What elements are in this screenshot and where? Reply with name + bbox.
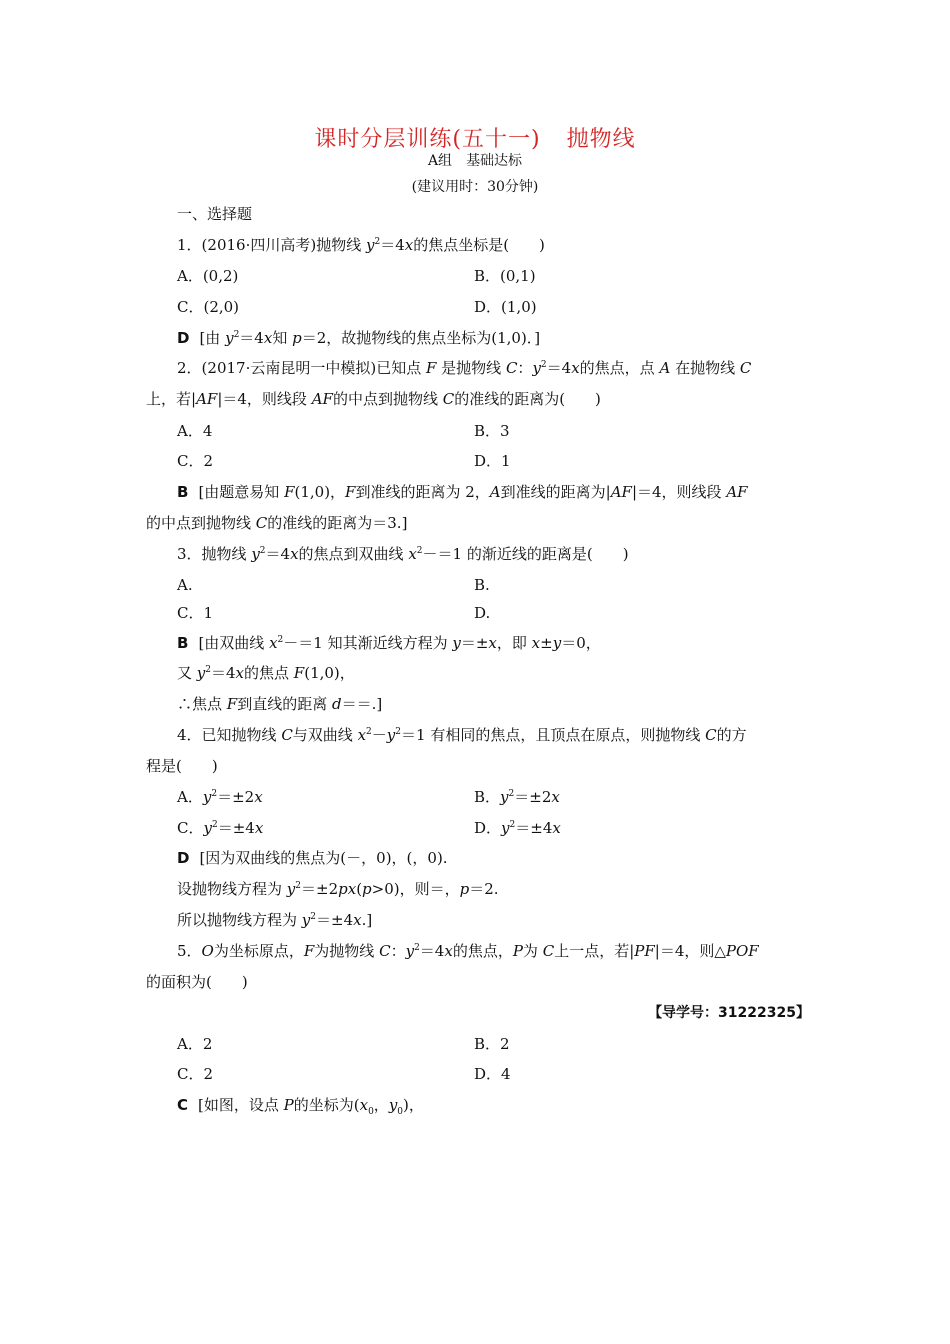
q2-option-a: A．4 (177, 422, 213, 440)
q2-option-b: B．3 (474, 422, 510, 440)
q2-solution-line-1: B [由题意易知 F(1,0)，F到准线的距离为 2，A到准线的距离为|AF|＝4，则线段 AF (177, 483, 748, 501)
group-label: A组 (427, 153, 453, 169)
q2-option-c: C．2 (177, 452, 214, 470)
q1-option-b: B．(0,1) (474, 267, 536, 285)
q3-option-a: A. (177, 576, 193, 594)
question-2-stem-line-1: 2．(2017·云南昆明一中模拟)已知点 F 是抛物线 C：$y^2=4x$的焦点，点 A 在抛物线 C (177, 359, 752, 377)
question-5-stem-line-1: 5．O为坐标原点，F为抛物线 C：$y^2=4x$的焦点，P为 C上一点，若|PF|＝4，则△POF (177, 942, 759, 960)
question-3-stem: 3．抛物线 $y^2=4x$的焦点到双曲线 $x^2-=1$ 的渐近线的距离是( ) (177, 545, 629, 563)
q3-solution-line-1: B [由双曲线 $x^2-=1$ 知其渐近线方程为 y＝±x，即 x±y＝0， (177, 634, 601, 652)
q3-solution-line-3: ∴焦点 F到直线的距离 d＝＝.] (177, 695, 383, 713)
title-sub: 抛物线 (566, 127, 636, 152)
q5-solution: C [如图，设点 P的坐标为($x_0$，$y_0$)， (177, 1096, 424, 1117)
q2-option-d: D．1 (474, 452, 511, 470)
q2-answer: B (177, 483, 189, 501)
question-2-stem-line-2: 上，若|AF|＝4，则线段 AF的中点到抛物线 C的准线的距离为( ) (146, 390, 601, 408)
q5-option-d: D．4 (474, 1065, 511, 1083)
q3-option-d: D. (474, 604, 491, 622)
q3-answer: B (177, 634, 189, 652)
q4-option-c: C．$y^2=\pm 4x$ (177, 819, 264, 837)
q5-option-b: B．2 (474, 1035, 510, 1053)
group-heading (0, 150, 950, 170)
q5-option-a: A．2 (177, 1035, 213, 1053)
question-4-stem-line-1: 4．已知抛物线 C与双曲线 $x^2-y^2=1$ 有相同的焦点，且顶点在原点，则抛物线 C的方 (177, 726, 747, 744)
q4-solution-line-2: 设抛物线方程为 $y^2=\pm 2px(p>0)$，则＝，p＝2. (177, 880, 499, 898)
time-note: (建议用时：30分钟) (411, 179, 539, 195)
q4-option-d: D．$y^2=\pm 4x$ (474, 819, 561, 837)
q1-option-a: A．(0,2) (177, 267, 239, 285)
page-title (0, 122, 950, 153)
q3-solution-line-2: 又 $y^2=4x$的焦点 F(1,0)， (177, 664, 355, 682)
q4-solution-line-1: D [因为双曲线的焦点为(－，0)，(，0). (177, 849, 448, 867)
title-main: 课时分层训练(五十一) (314, 127, 541, 152)
section-heading: 一、选择题 (177, 205, 253, 223)
q2-solution-line-2: 的中点到抛物线 C的准线的距离为＝3.] (146, 514, 408, 532)
study-reference-number: 【导学号：31222325】 (648, 1005, 810, 1021)
question-4-stem-line-2: 程是( ) (146, 757, 218, 775)
q4-answer: D (177, 849, 190, 867)
q1-solution: D [由 $y^2=4x$知 p＝2，故抛物线的焦点坐标为(1,0)．] (177, 329, 541, 347)
q4-option-b: B．$y^2=\pm 2x$ (474, 788, 560, 806)
q4-option-a: A．$y^2=\pm 2x$ (177, 788, 263, 806)
q1-option-c: C．(2,0) (177, 298, 240, 316)
q5-answer: C (177, 1096, 189, 1114)
q1-answer: D (177, 329, 190, 347)
group-name: 基础达标 (466, 153, 523, 169)
q4-solution-line-3: 所以抛物线方程为 $y^2=\pm 4x$.] (177, 911, 373, 929)
q5-option-c: C．2 (177, 1065, 214, 1083)
q1-option-d: D．(1,0) (474, 298, 537, 316)
q3-option-c: C．1 (177, 604, 214, 622)
question-1-stem: 1．(2016·四川高考)抛物线 $y^2=4x$的焦点坐标是( ) (177, 236, 545, 254)
q3-option-b: B. (474, 576, 490, 594)
question-5-stem-line-2: 的面积为( ) (146, 973, 248, 991)
